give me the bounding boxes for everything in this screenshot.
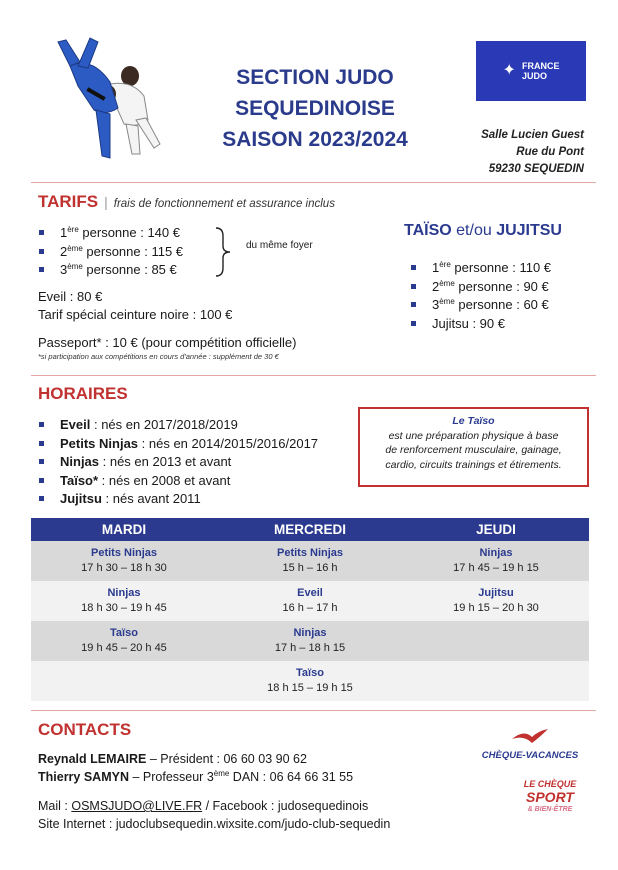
divider (31, 182, 596, 183)
contact-name: Thierry SAMYN (38, 770, 129, 784)
tarifs-note: frais de fonctionnement et assurance inclus (113, 198, 335, 210)
schedule-cell: Eveil 16 h – 17 h (282, 587, 338, 614)
taiso-box-line: de renforcement musculaire, gainage, (385, 444, 562, 456)
cheque-vacances-bird-icon (510, 727, 550, 745)
venue-line-3: 59230 SEQUEDIN (488, 163, 584, 175)
contact-detail: DAN : 06 64 66 31 55 (229, 770, 354, 784)
tarif-list (38, 224, 183, 280)
mail-label: Mail : (38, 799, 72, 813)
title-line-3: SAISON 2023/2024 (222, 128, 408, 151)
mail-link[interactable]: OSMSJUDO@LIVE.FR (71, 799, 203, 813)
passeport-note: *si participation aux compétitions en cours d'année : supplément de 30 € (38, 352, 279, 361)
brace-icon (214, 226, 232, 278)
taiso-box-line: est une préparation physique à base (388, 429, 559, 442)
passeport-price: Passeport* : 10 € (pour compétition officielle) (38, 335, 297, 350)
list-item: 1ère personne : 140 € (38, 224, 183, 243)
taiso-box-line: cardio, circuits trainings et étirements. (385, 458, 562, 471)
schedule-cell: Taïso 19 h 45 – 20 h 45 (81, 627, 167, 654)
contact-detail: – Professeur 3 (129, 770, 214, 784)
list-item: 3ème personne : 85 € (38, 261, 183, 280)
title-line-2: SEQUEDINOISE (235, 97, 395, 120)
eveil-price: Eveil : 80 € (38, 289, 103, 304)
schedule-cell (403, 661, 589, 701)
schedule-cell: Petits Ninjas 17 h 30 – 18 h 30 (81, 547, 167, 574)
contact-president (38, 752, 307, 766)
schedule-cell (31, 661, 217, 701)
title-line-1: SECTION JUDO (236, 66, 394, 89)
page-title (180, 62, 450, 155)
contact-detail: – Président : 06 60 03 90 62 (146, 752, 307, 766)
list-item: Ninjas : nés en 2013 et avant (38, 453, 318, 472)
list-item: Jujitsu : nés avant 2011 (38, 490, 318, 509)
facebook-text: / Facebook : judosequedinois (202, 799, 369, 813)
list-item: Taïso* : nés en 2008 et avant (38, 472, 318, 491)
brace-note: du même foyer (246, 240, 313, 251)
table-row (31, 661, 589, 701)
website-link[interactable]: Site Internet : judoclubsequedin.wixsite.com/judo-club-sequedin (38, 817, 391, 831)
taiso-jujitsu-title (404, 222, 562, 240)
schedule-cell: Taïso 18 h 15 – 19 h 15 (267, 667, 353, 694)
contact-mail-line (38, 799, 368, 813)
judo-throw-illustration (40, 36, 168, 166)
schedule-cell: Jujitsu 19 h 15 – 20 h 30 (453, 587, 539, 614)
schedule-cell: Ninjas 17 h – 18 h 15 (274, 627, 346, 654)
cheque-sport-text: & BIEN-ÊTRE (527, 806, 573, 813)
taiso-info-box (358, 407, 589, 487)
logo-text-france: FRANCE (521, 61, 560, 71)
cheque-vacances-logo (470, 727, 590, 761)
cheque-sport-text: LE CHÈQUE (523, 779, 577, 789)
list-item: Eveil : nés en 2017/2018/2019 (38, 416, 318, 435)
day-header-mercredi: MERCREDI (273, 522, 346, 537)
schedule-cell (403, 621, 589, 661)
contacts-title: CONTACTS (38, 720, 132, 739)
contact-name: Reynald LEMAIRE (38, 752, 147, 766)
schedule-cell: Ninjas 18 h 30 – 19 h 45 (81, 587, 167, 614)
taiso-title-join: et/ou (451, 222, 497, 239)
cheque-sport-logo (514, 779, 586, 829)
list-item: 2ème personne : 115 € (38, 243, 183, 262)
schedule-cell: Ninjas 17 h 45 – 19 h 15 (453, 547, 539, 574)
cheque-vacances-label: CHÈQUE-VACANCES (481, 750, 579, 761)
venue-line-2: Rue du Pont (516, 146, 584, 158)
day-header-jeudi: JEUDI (476, 522, 516, 537)
taiso-price-list (410, 259, 551, 333)
eveil-tarif (38, 288, 232, 324)
list-item: 3ème personne : 60 € (410, 296, 551, 315)
schedule-header-row (31, 518, 589, 541)
list-item: 2ème personne : 90 € (410, 278, 551, 297)
tarifs-header (38, 192, 335, 212)
horaires-title: HORAIRES (38, 384, 128, 403)
table-row (31, 541, 589, 581)
venue-line-1: Salle Lucien Guest (481, 129, 584, 141)
contact-professeur: Thierry SAMYN – Professeur 3ème DAN : 06 64 66 31 55 (38, 769, 354, 784)
day-header-mardi: MARDI (101, 522, 147, 537)
horaires-list (38, 416, 318, 509)
list-item: Jujitsu : 90 € (410, 315, 551, 334)
france-judo-logo (476, 41, 586, 101)
france-judo-mark-icon: ✦ (502, 62, 516, 79)
table-row (31, 621, 589, 661)
venue-address (481, 127, 584, 178)
divider (31, 710, 596, 711)
schedule-table (31, 518, 589, 701)
ceinture-noire-price: Tarif spécial ceinture noire : 100 € (38, 307, 233, 322)
taiso-title-word: TAÏSO (404, 222, 452, 239)
taiso-box-title: Le Taïso (452, 415, 495, 427)
divider (31, 375, 596, 376)
logo-text-judo: JUDO (521, 71, 547, 81)
list-item: Petits Ninjas : nés en 2014/2015/2016/2017 (38, 435, 318, 454)
list-item: 1ère personne : 110 € (410, 259, 551, 278)
table-row (31, 581, 589, 621)
tarifs-title: TARIFS (38, 192, 99, 211)
tarifs-separator: | (104, 194, 108, 210)
schedule-cell: Petits Ninjas 15 h – 16 h (276, 547, 344, 574)
jujitsu-title-word: JUJITSU (496, 222, 562, 239)
cheque-sport-text: SPORT (526, 789, 574, 805)
